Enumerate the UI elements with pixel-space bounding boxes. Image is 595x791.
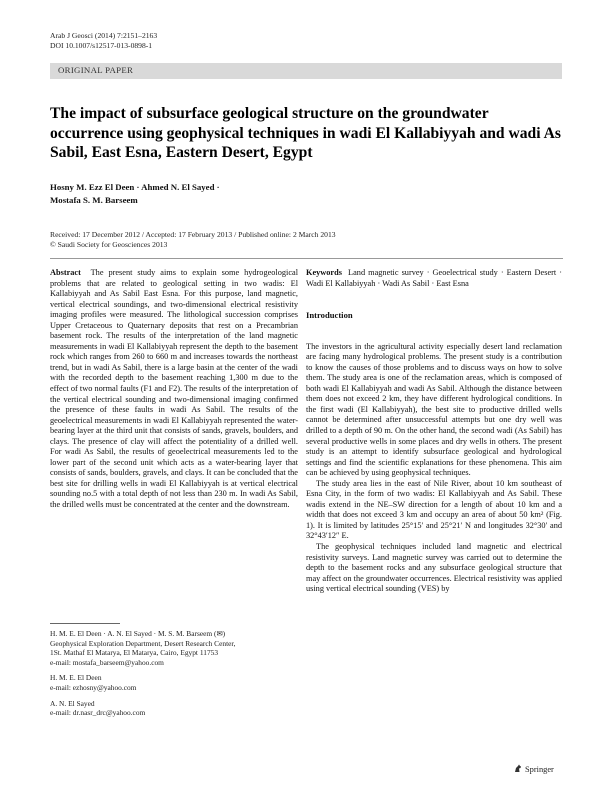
author-list <box>50 181 470 206</box>
affiliation-authors: H. M. E. El Deen · A. N. El Sayed · M. S. M. Barseem (✉) <box>50 629 226 638</box>
article-type-label: ORIGINAL PAPER <box>58 65 134 75</box>
journal-citation: Arab J Geosci (2014) 7:2151–2163 <box>50 31 158 40</box>
keywords-text: Land magnetic survey · Geoelectrical study · Eastern Desert · Wadi El Kallabiyyah · Wadi As Sabil · East Esna <box>306 268 563 288</box>
affiliation-block-1 <box>50 629 300 667</box>
introduction-paragraph-3: The geophysical techniques included land magnetic and electrical resistivity surveys. Land magnetic survey was carried out to determine the depth to the basement rocks and any subsurface geological structure that may affect on the groundwater occurrences. Electrical resistivity was applied using vertical electrical sounding (VES) by <box>306 542 562 594</box>
author-email[interactable]: e-mail: dr.nasr_drc@yahoo.com <box>50 708 146 718</box>
introduction-heading: Introduction <box>306 310 353 321</box>
left-column <box>50 268 298 511</box>
footnote-divider <box>50 623 120 624</box>
journal-doi: DOI 10.1007/s12517-013-0898-1 <box>50 41 153 50</box>
authors-line-1: Hosny M. Ezz El Deen · Ahmed N. El Sayed · <box>50 182 220 192</box>
copyright-notice: © Saudi Society for Geosciences 2013 <box>50 240 168 249</box>
introduction-paragraph-1: The investors in the agricultural activity especially desert land reclamation are facing many hydrological problems. The present study is a contribution to know the causes of those problems and to discuss ways on how to solve them. The study area is one of the reclamation areas, which is composed of both wadi El Kallabiyyah and wadi As Sabil. Although the distance between them does not exceed 2 km, they have different hydrological conditions. In the first wadi (El Kallabiyyah), the best site to productive drilled wells cannot be determined after unsuccessful attempts but one dry well was drilled to a depth of 90 m. On the other hand, the second wadi (As Sabil) has several productive wells in some places and dry wells in others. The present study is an attempt to identify subsurface geological and hydrological settings and find the scientific explanations for these phenomena. This aim can be achieved by using geophysical techniques. <box>306 341 562 478</box>
article-type-ribbon <box>50 63 562 79</box>
received-accepted-dates: Received: 17 December 2012 / Accepted: 17 February 2013 / Published online: 2 March 2013 <box>50 230 336 239</box>
keywords <box>306 268 562 289</box>
publisher-name: Springer <box>525 765 554 774</box>
author-name: A. N. El Sayed <box>50 698 95 708</box>
abstract-label: Abstract <box>50 268 81 277</box>
paper-title: The impact of subsurface geological structure on the groundwater occurrence using geophysical techniques in wadi El Kallabiyyah and wadi As Sabil, East Esna, Eastern Desert, Egypt <box>50 105 561 161</box>
journal-header <box>50 31 157 51</box>
affiliation-department: Geophysical Exploration Department, Desert Research Center, <box>50 638 236 648</box>
abstract-text: The present study aims to explain some hydrogeological problems that are related to geological setting in two wadis: El Kallabiyyah and As Sabil East Esna. For this purpose, land magnetic, vertical electrical soundings, and two-dimensional electrical resistivity imaging profiles were measured. The lithological succession comprises Upper Cretaceous to Quaternary deposits that rest on a Precambrian basement rock. The results of the interpretation of the land magnetic measurements in wadi El Kallabiyyah represent the depth to the basement rock which ranges from 260 to 660 m and increases towards the northeast trend, but in wadi As Sabil, there is a large basin at the center of the wadi with the recorded depth to the basement reaching 1,300 m due to the effect of two normal faults (F1 and F2). The results of the interpretation of the vertical electrical sounding and two-dimensional imaging confirmed the presence of these faults in wadi As Sabil. The results of the geoelectrical measurements in wadi El Kallabiyyah represented the water-bearing layer at the third unit that consists of sands, gravels, boulders, and clays. The presence of clay will affect the potentiality of a drilled well. For wadi As Sabil, the results of geoelectrical measurements led to the lower part of the second unit which acts as a water-bearing layer that consists of sands, boulders, gravels, and clays. It can be concluded that the best site for drilling wells in wadi El Kallabiyyah is at vertical electrical sounding no.5 with a total depth of not less than 230 m. In wadi As Sabil, the drilled wells must be concentrated at the center and the downstream. <box>50 268 299 510</box>
author-name: H. M. E. El Deen <box>50 673 102 683</box>
right-column <box>306 268 562 595</box>
authors-line-2: Mostafa S. M. Barseem <box>50 194 138 205</box>
author-email[interactable]: e-mail: ezhosny@yahoo.com <box>50 682 137 692</box>
publication-dates <box>50 230 550 250</box>
corresponding-email[interactable]: e-mail: mostafa_barseem@yahoo.com <box>50 657 164 667</box>
springer-horse-icon <box>514 764 522 773</box>
header-divider <box>50 258 563 259</box>
keywords-label: Keywords <box>306 268 342 277</box>
affiliation-block-3 <box>50 699 300 718</box>
publisher-logo <box>514 764 554 774</box>
abstract <box>50 268 298 511</box>
affiliation-address: 1St. Mathaf El Matarya, El Matarya, Cairo, Egypt 11753 <box>50 648 219 658</box>
affiliation-block-2 <box>50 673 300 692</box>
introduction-paragraph-2: The study area lies in the east of Nile River, about 10 km southeast of Esna City, in the form of two wadis: El Kallabiyyah and As Sabil. These wadis extend in the NE–SW direction for a length of about 10 km and a width that does not exceed 3 km and occupy an area of about 50 km² (Fig. 1). It is limited by latitudes 25°15′ and 25°21′ N and longitudes 32°30′ and 32°43′12″ E. <box>306 478 562 541</box>
author-affiliations <box>50 629 300 724</box>
